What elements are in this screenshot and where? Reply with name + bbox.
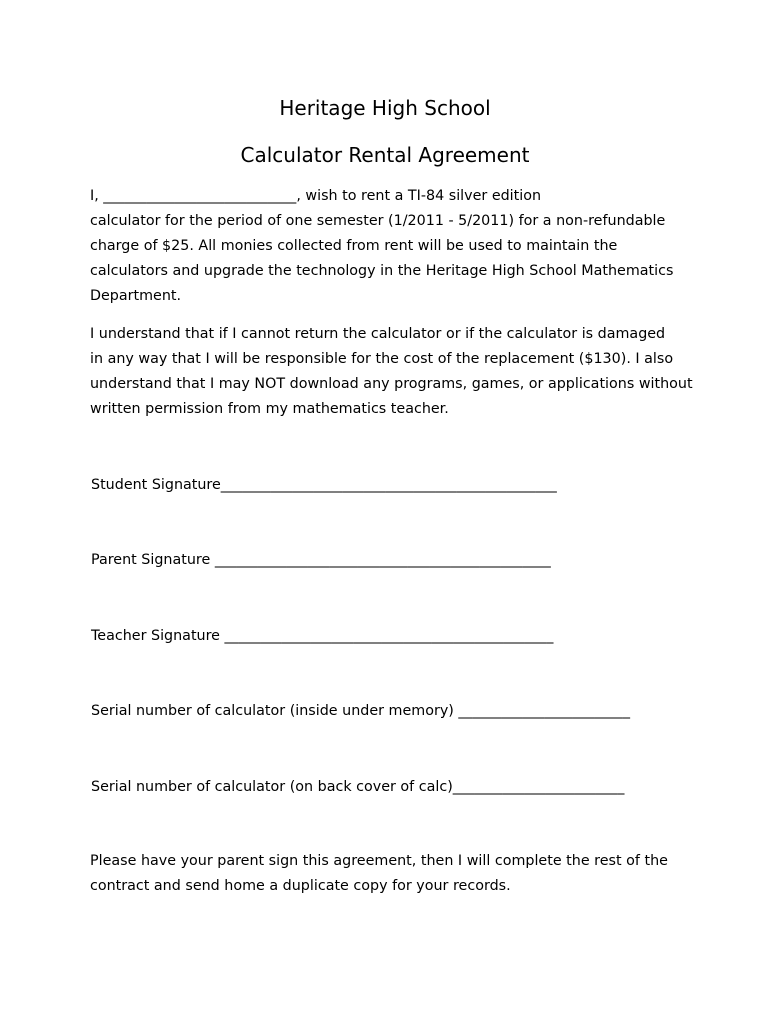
closing-line: contract and send home a duplicate copy for your records. [90,878,511,894]
agreement-line: Department. [90,288,182,304]
form-title-heading: Calculator Rental Agreement [240,143,530,167]
agreement-line: charge of $25. All monies collected from rent will be used to maintain the [90,238,618,254]
agreement-line: calculators and upgrade the technology in the Heritage High School Mathematics [90,263,674,279]
responsibility-paragraph [90,322,693,422]
school-name-heading: Heritage High School [279,96,491,120]
responsibility-line: in any way that I will be responsible for the cost of the replacement ($130). I also [90,351,674,367]
closing-line: Please have your parent sign this agreement, then I will complete the rest of the [90,853,668,869]
responsibility-line: written permission from my mathematics teacher. [90,401,449,417]
teacher-signature-field: Teacher Signature ______________________________________________ [91,628,554,644]
agreement-line: calculator for the period of one semester (1/2011 - 5/2011) for a non-refundable [90,213,666,229]
serial-number-inside-field: Serial number of calculator (inside under memory) ________________________ [91,703,630,719]
responsibility-line: I understand that if I cannot return the calculator or if the calculator is damaged [90,326,666,342]
agreement-paragraph [90,184,673,309]
parent-signature-field: Parent Signature _______________________________________________ [91,552,551,568]
agreement-line: I, ___________________________, wish to rent a TI-84 silver edition [90,188,542,204]
serial-number-back-field: Serial number of calculator (on back cover of calc)________________________ [91,779,625,795]
closing-paragraph [90,849,668,899]
responsibility-line: understand that I may NOT download any programs, games, or applications without [90,376,693,392]
student-signature-field: Student Signature_______________________________________________ [91,477,557,493]
